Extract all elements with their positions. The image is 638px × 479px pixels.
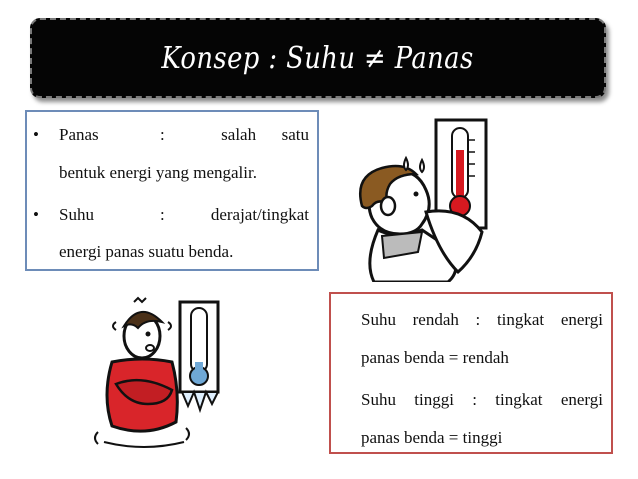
info-line: panas benda = tinggi	[361, 428, 503, 447]
info-line: Suhu tinggi : tingkat energi	[361, 390, 603, 409]
slide-title: Konsep : Suhu ≠ Panas	[161, 40, 475, 76]
term-panas: Panas	[59, 125, 99, 144]
bullet: •	[33, 205, 39, 224]
definition-suhu-continuation-text: energi panas suatu benda.	[59, 242, 234, 261]
bullet: •	[33, 125, 39, 144]
term-suhu: Suhu	[59, 205, 94, 224]
definition-panas-text: salah satu	[221, 125, 309, 144]
definitions-box	[25, 110, 319, 271]
info-line: panas benda = rendah	[361, 348, 509, 367]
cold-person-thermometer-illustration	[90, 292, 230, 452]
colon: :	[160, 205, 165, 224]
definition-suhu-text: derajat/tingkat	[210, 205, 309, 224]
colon: :	[160, 125, 165, 144]
hot-person-thermometer-illustration	[348, 110, 498, 282]
title-bar	[30, 18, 606, 98]
temperature-info-box	[329, 292, 613, 454]
info-line: Suhu rendah : tingkat energi	[361, 310, 603, 329]
definition-panas-continuation-text: bentuk energi yang mengalir.	[59, 163, 257, 182]
